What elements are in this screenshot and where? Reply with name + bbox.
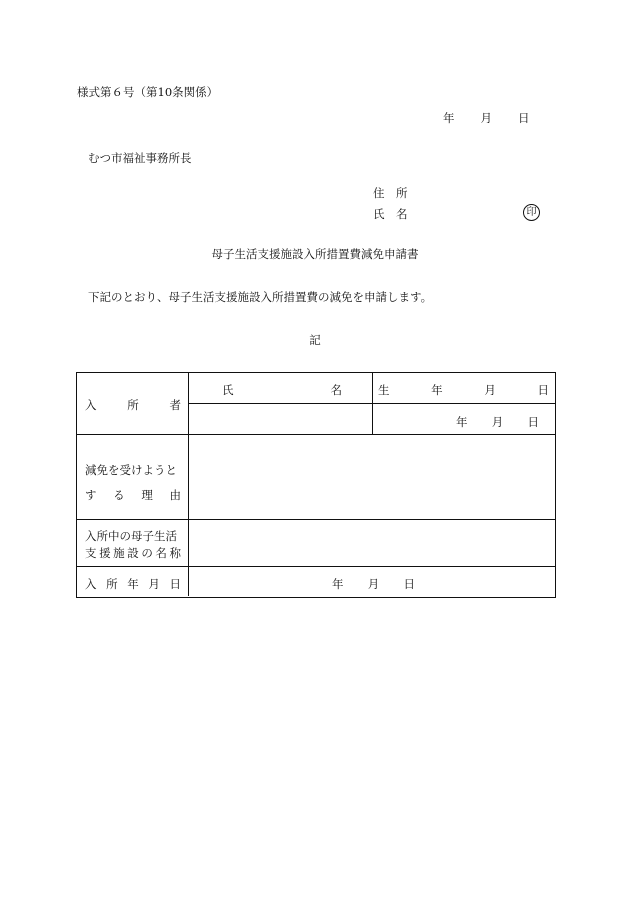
resident-label: 入 所 者 [85,398,181,412]
seal-mark: 印 [523,204,540,221]
admission-date-field[interactable]: 年 月 日 [332,577,415,591]
ki-heading: 記 [309,333,321,347]
reason-label-line2: す る 理 由 [85,488,181,502]
birth-date-field[interactable]: 年 月 日 [456,415,539,429]
admission-date-label: 入 所 年 月 日 [85,577,181,591]
applicant-address-label: 住 所 [373,186,408,200]
form-number: 様式第６号（第10条関係） [77,85,219,99]
table-divider-birth-column [372,373,373,435]
application-date [443,110,530,126]
resident-name-field[interactable] [189,404,372,434]
facility-label-line1: 入所中の母子生活 [85,529,177,543]
reason-field[interactable] [189,435,555,519]
addressee: むつ市福祉事務所長 [88,151,192,165]
body-text: 下記のとおり、母子生活支援施設入所措置費の減免を申請します。 [88,290,433,304]
reason-label-line1: 減免を受けようと [85,463,177,477]
date-month-label: 月 [480,111,492,125]
applicant-name-label: 氏 名 [373,207,408,221]
application-table [76,372,556,598]
date-year-label: 年 [443,111,455,125]
resident-name-header: 氏 名 [222,383,342,397]
date-day-label: 日 [518,111,530,125]
facility-label-line2: 支 援 施 設 の 名 称 [85,546,181,560]
facility-name-field[interactable] [189,520,555,566]
document-title: 母子生活支援施設入所措置費減免申請書 [211,247,419,261]
table-divider-row-3 [77,566,555,567]
birth-date-header: 生 年 月 日 [378,383,549,397]
